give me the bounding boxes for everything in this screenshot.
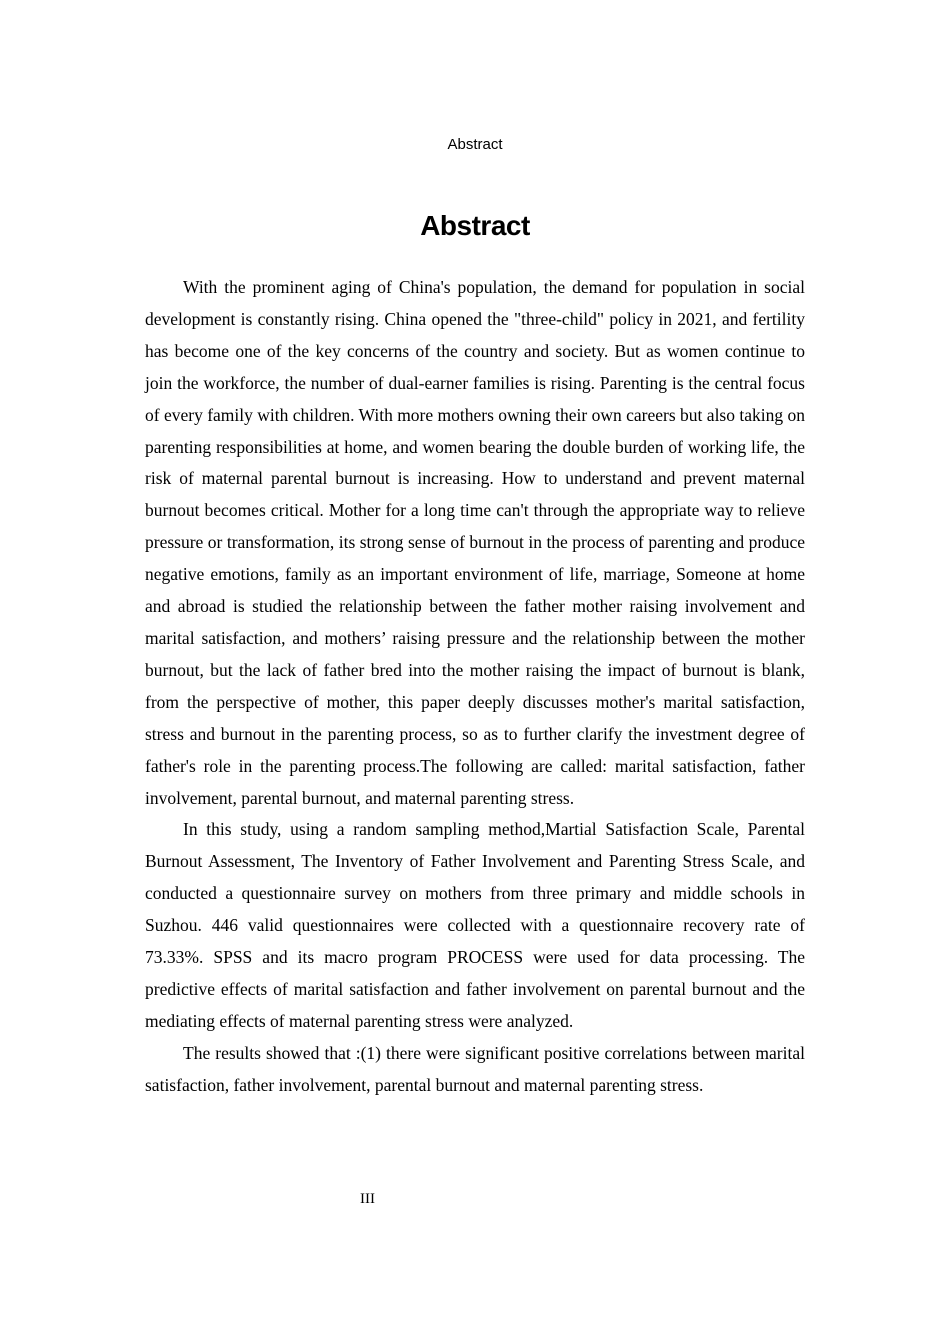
paragraph-background: With the prominent aging of China's population, the demand for population in social development is constantly rising. China opened the "three-child" policy in 2021, and fertility has become one of the key concerns of the country and society. But as women continue to join the workforce, the number of dual-earner families is rising. Parenting is the central focus of every family with children. With more mothers owning their own careers but also taking on parenting responsibilities at home, and women bearing the double burden of working life, the risk of maternal parental burnout is increasing. How to understand and prevent maternal burnout becomes critical. Mother for a long time can't through the appropriate way to relieve pressure or transformation, its strong sense of burnout in the process of parenting and produce negative emotions, family as an important environment of life, marriage, Someone at home and abroad is studied the relationship between the father mother raising involvement and marital satisfaction, and mothers’ raising pressure and the relationship between the mother burnout, but the lack of father bred into the mother raising the impact of burnout is blank, from the perspective of mother, this paper deeply discusses mother's marital satisfaction, stress and burnout in the parenting process, so as to further clarify the investment degree of father's role in the parenting process.The following are called: marital satisfaction, father involvement, parental burnout, and maternal parenting stress.	[145, 277, 805, 808]
page-number: III	[360, 1191, 375, 1207]
page-title: Abstract	[420, 210, 530, 241]
paragraph-results: The results showed that :(1) there were significant positive correlations between marital satisfaction, father involvement, parental burnout and maternal parenting stress.	[145, 1042, 805, 1095]
running-header: Abstract	[447, 136, 503, 153]
paragraph-method: In this study, using a random sampling method,Martial Satisfaction Scale, Parental Burnout Assessment, The Inventory of Father Involvement and Parenting Stress Scale, and conducted a questionnaire survey on mothers from three primary and middle schools in Suzhou. 446 valid questionnaires were collected with a questionnaire recovery rate of 73.33%. SPSS and its macro program PROCESS were used for data processing. The predictive effects of marital satisfaction and father involvement on parental burnout and the mediating effects of maternal parenting stress were analyzed.	[145, 819, 805, 1031]
abstract-body	[145, 272, 805, 1102]
